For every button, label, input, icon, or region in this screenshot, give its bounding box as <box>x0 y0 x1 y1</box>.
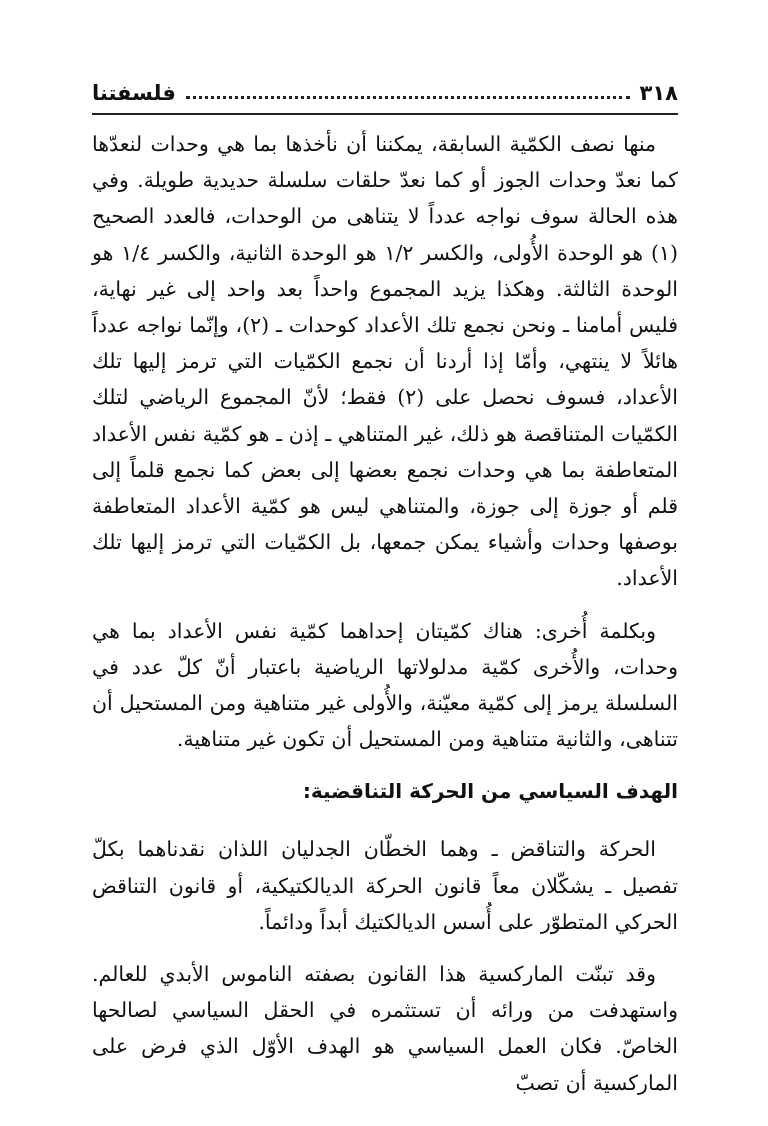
paragraph-3: الحركة والتناقض ـ وهما الخطّان الجدليان اللذان نقدناهما بكلّ تفصيل ـ يشكّلان معاً قانون الحركة الديالكتيكية، أو قانون التناقض الحركي المتطوّر على أُسس الديالكتيك أبداً ودائماً. <box>92 837 678 934</box>
book-title: فلسفتنا <box>92 81 176 105</box>
header-dot-leader <box>186 96 630 99</box>
page-number: ٣١٨ <box>639 81 678 105</box>
page-body <box>92 126 678 1117</box>
section-heading: الهدف السياسي من الحركة التناقضية: <box>302 779 678 804</box>
paragraph-2: وبكلمة أُخرى: هناك كمّيتان إحداهما كمّية نفس الأعداد بما هي وحدات، والأُخرى كمّية مدلولاتها الرياضية باعتبار أنّ كلّ عدد في السلسلة يرمز إلى كمّية معيّنة، والأُولى غير متناهية ومن المستحيل أن تتناهى، والثانية متناهية ومن المستحيل أن تكون غير متناهية. <box>92 618 678 752</box>
running-header <box>92 76 678 110</box>
header-rule <box>92 113 678 115</box>
paragraph-1: منها نصف الكمّية السابقة، يمكننا أن نأخذها بما هي وحدات لنعدّها كما نعدّ وحدات الجوز أو كما نعدّ حلقات سلسلة حديدية طويلة. وفي هذه الحالة سوف نواجه عدداً لا يتناهى من الوحدات، فالعدد الصحيح (١) هو الوحدة الأُولى، والكسر ١/٢ هو الوحدة الثانية، والكسر ١/٤ هو الوحدة الثالثة. وهكذا يزيد المجموع واحداً بعد واحد إلى غير نهاية، فليس أمامنا ـ ونحن نجمع تلك الأعداد كوحدات ـ (٢)، وإنّما نواجه عدداً هائلاً لا ينتهي، وأمّا إذا أردنا أن نجمع الكمّيات التي ترمز إليها تلك الأعداد، فسوف نحصل على (٢) فقط؛ لأنّ المجموع الرياضي لتلك الكمّيات المتناقصة هو ذلك، غير المتناهي ـ إذن ـ هو كمّية نفس الأعداد المتعاطفة بما هي وحدات نجمع بعضها إلى بعض كما نجمع قلماً إلى قلم أو جوزة إلى جوزة، والمتناهي ليس هو كمّية الأعداد المتعاطفة بوصفها وحدات وأشياء يمكن جمعها، بل الكمّيات التي ترمز إليها تلك الأعداد. <box>92 132 678 591</box>
paragraph-4: وقد تبنّت الماركسية هذا القانون بصفته الناموس الأبدي للعالم. واستهدفت من ورائه أن تستثمره في الحقل السياسي لصالحها الخاصّ. فكان العمل السياسي هو الهدف الأوّل الذي فرض على الماركسية أن تصبّ <box>92 962 678 1095</box>
